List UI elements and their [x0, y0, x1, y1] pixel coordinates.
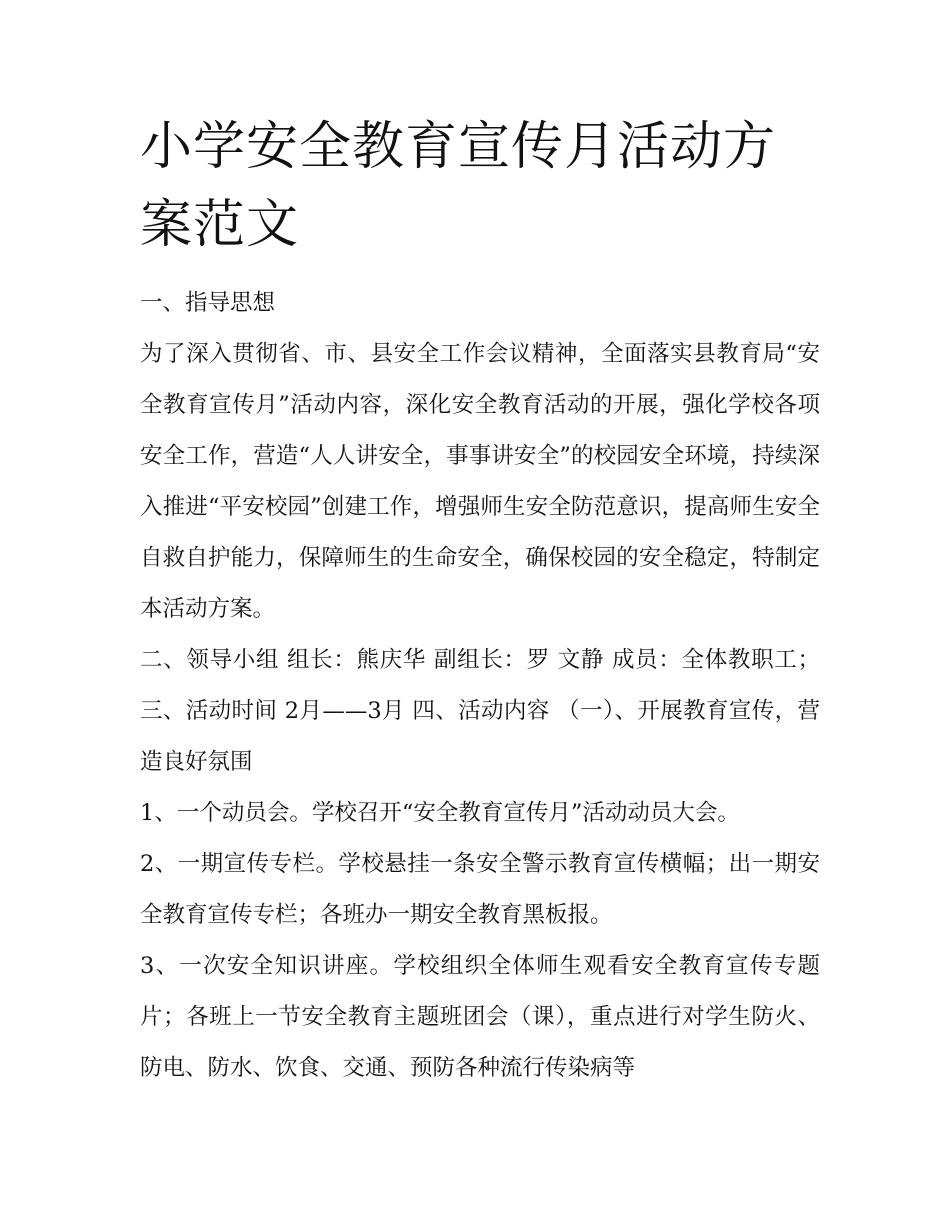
- list-item-safety-lecture: 3、一次安全知识讲座。学校组织全体师生观看安全教育宣传专题片；各班上一节安全教育主题班团会（课），重点进行对学生防火、防电、防水、饮食、交通、预防各种流行传染病等: [140, 953, 820, 1081]
- list-item-publicity-column: 2、一期宣传专栏。学校悬挂一条安全警示教育宣传横幅；出一期安全教育宣传专栏；各班办一期安全教育黑板报。: [140, 851, 820, 928]
- document-title: 小学安全教育宣传月活动方案范文: [140, 117, 777, 255]
- list-item-mobilization-meeting: 1、一个动员会。学校召开“安全教育宣传月”活动动员大会。: [140, 800, 740, 826]
- paragraph-guiding-ideology: 为了深入贯彻省、市、县安全工作会议精神，全面落实县教育局“安全教育宣传月”活动内容，深化安全教育活动的开展，强化学校各项安全工作，营造“人人讲安全，事事讲安全”的校园安全环境，持续深入推进“平安校园”创建工作，增强师生安全防范意识，提高师生安全自救自护能力，保障师生的生命安全，确保校园的安全稳定，特制定本活动方案。: [140, 341, 820, 622]
- section-heading-guiding-ideology: 一、指导思想: [140, 290, 276, 316]
- paragraph-leadership-time-content: 二、领导小组 组长：熊庆华 副组长：罗 文静 成员：全体教职工； 三、活动时间 2月——3月 四、活动内容 （一）、开展教育宣传，营造良好氛围: [140, 647, 820, 775]
- document-body: [140, 278, 820, 1094]
